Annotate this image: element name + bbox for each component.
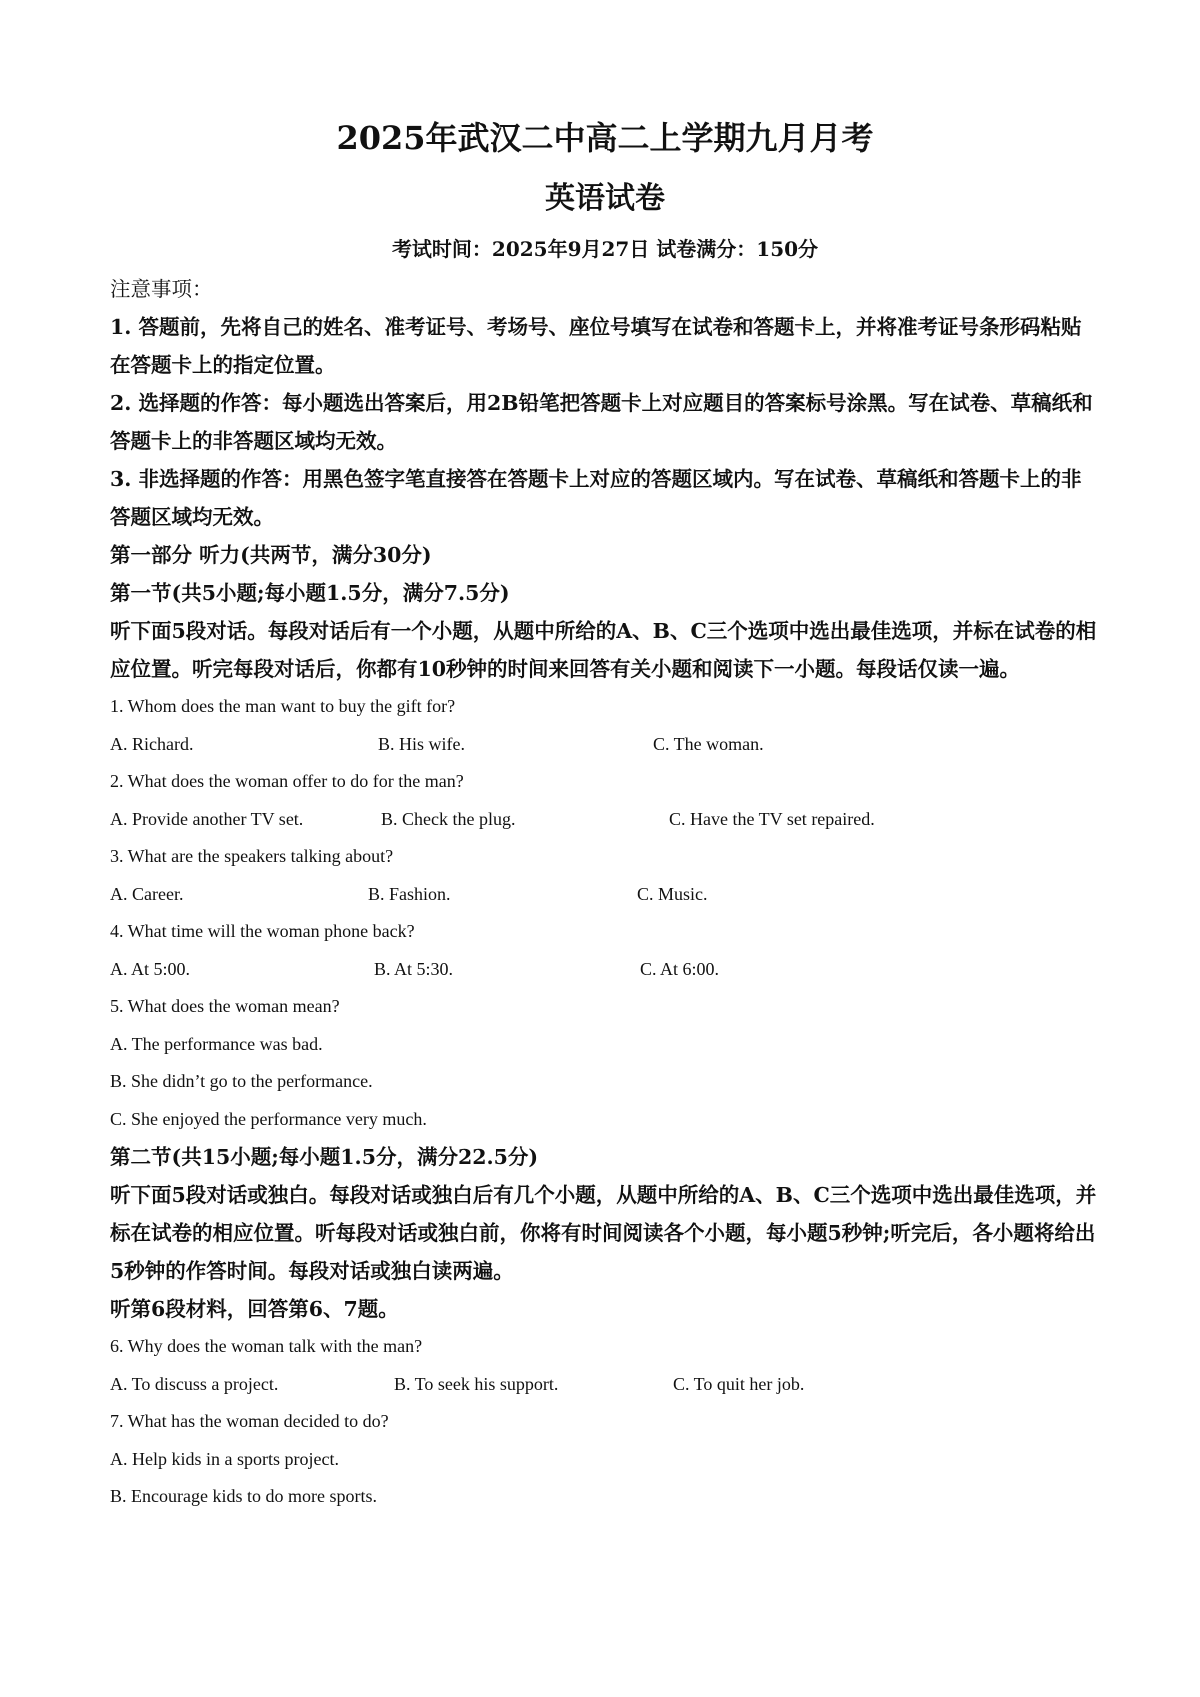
exam-page <box>110 118 1100 1516</box>
question-2: 2. What does the woman offer to do for the man? <box>110 771 464 791</box>
option-b: B. Fashion. <box>368 883 451 904</box>
option-c: C. At 6:00. <box>640 958 720 979</box>
option-a: A. Help kids in a sports project. <box>110 1448 339 1469</box>
exam-subtitle: 英语试卷 <box>545 181 665 216</box>
question-2-options <box>110 801 1100 839</box>
option-a: A. Provide another TV set. <box>110 808 304 829</box>
notice-heading: 注意事项： <box>110 277 213 301</box>
section2-heading: 第二节(共15小题;每小题1.5分，满分22.5分) <box>110 1145 539 1169</box>
section2-instruction: 听下面5段对话或独白。每段对话或独白后有几个小题，从题中所给的A、B、C三个选项中选出最佳选项，并标在试卷的相应位置。听每段对话或独白前，你将有时间阅读各个小题，每小题5秒钟;听完后，各小题将给出5秒钟的作答时间。每段对话或独白读两遍。 <box>110 1183 1097 1283</box>
option-a: A. At 5:00. <box>110 958 191 979</box>
option-c: C. She enjoyed the performance very much. <box>110 1108 427 1129</box>
section1-instruction: 听下面5段对话。每段对话后有一个小题，从题中所给的A、B、C三个选项中选出最佳选项，并标在试卷的相应位置。听完每段对话后，你都有10秒钟的时间来回答有关小题和阅读下一小题。每段话仅读一遍。 <box>110 619 1097 681</box>
option-b: B. His wife. <box>378 733 465 754</box>
question-6-options <box>110 1366 1100 1404</box>
option-c: C. To quit her job. <box>673 1373 805 1394</box>
notice-item-3: 3. 非选择题的作答：用黑色签字笔直接答在答题卡上对应的答题区域内。写在试卷、草稿纸和答题卡上的非答题区域均无效。 <box>110 467 1082 529</box>
question-1-options <box>110 726 1100 764</box>
option-a: A. The performance was bad. <box>110 1033 323 1054</box>
option-a: A. Career. <box>110 883 184 904</box>
question-7: 7. What has the woman decided to do? <box>110 1411 389 1431</box>
option-b: B. Encourage kids to do more sports. <box>110 1486 377 1506</box>
section1-heading: 第一节(共5小题;每小题1.5分，满分7.5分) <box>110 581 510 605</box>
question-6: 6. Why does the woman talk with the man? <box>110 1336 423 1356</box>
material-6-heading: 听第6段材料，回答第6、7题。 <box>110 1297 399 1321</box>
option-a: A. To discuss a project. <box>110 1373 279 1394</box>
option-b: B. To seek his support. <box>394 1373 559 1394</box>
exam-info: 考试时间：2025年9月27日 试卷满分：150分 <box>391 237 819 261</box>
notice-item-2: 2. 选择题的作答：每小题选出答案后，用2B铅笔把答题卡上对应题目的答案标号涂黑。写在试卷、草稿纸和答题卡上的非答题区域均无效。 <box>110 391 1093 453</box>
question-4: 4. What time will the woman phone back? <box>110 921 415 941</box>
option-c: C. Music. <box>637 883 708 904</box>
option-c: C. The woman. <box>653 733 764 754</box>
option-a: A. Richard. <box>110 733 194 754</box>
question-3: 3. What are the speakers talking about? <box>110 846 394 866</box>
notice-item-1: 1. 答题前，先将自己的姓名、准考证号、考场号、座位号填写在试卷和答题卡上，并将准考证号条形码粘贴在答题卡上的指定位置。 <box>110 315 1082 377</box>
question-4-options <box>110 951 1100 989</box>
option-b: B. Check the plug. <box>381 808 516 829</box>
question-5: 5. What does the woman mean? <box>110 996 340 1016</box>
option-c: C. Have the TV set repaired. <box>669 808 875 829</box>
option-b: B. She didn’t go to the performance. <box>110 1071 373 1091</box>
exam-title: 2025年武汉二中高二上学期九月月考 <box>336 119 874 157</box>
part1-heading: 第一部分 听力(共两节，满分30分) <box>110 543 432 567</box>
question-3-options <box>110 876 1100 914</box>
question-1: 1. Whom does the man want to buy the gift for? <box>110 696 456 716</box>
option-b: B. At 5:30. <box>374 958 454 979</box>
